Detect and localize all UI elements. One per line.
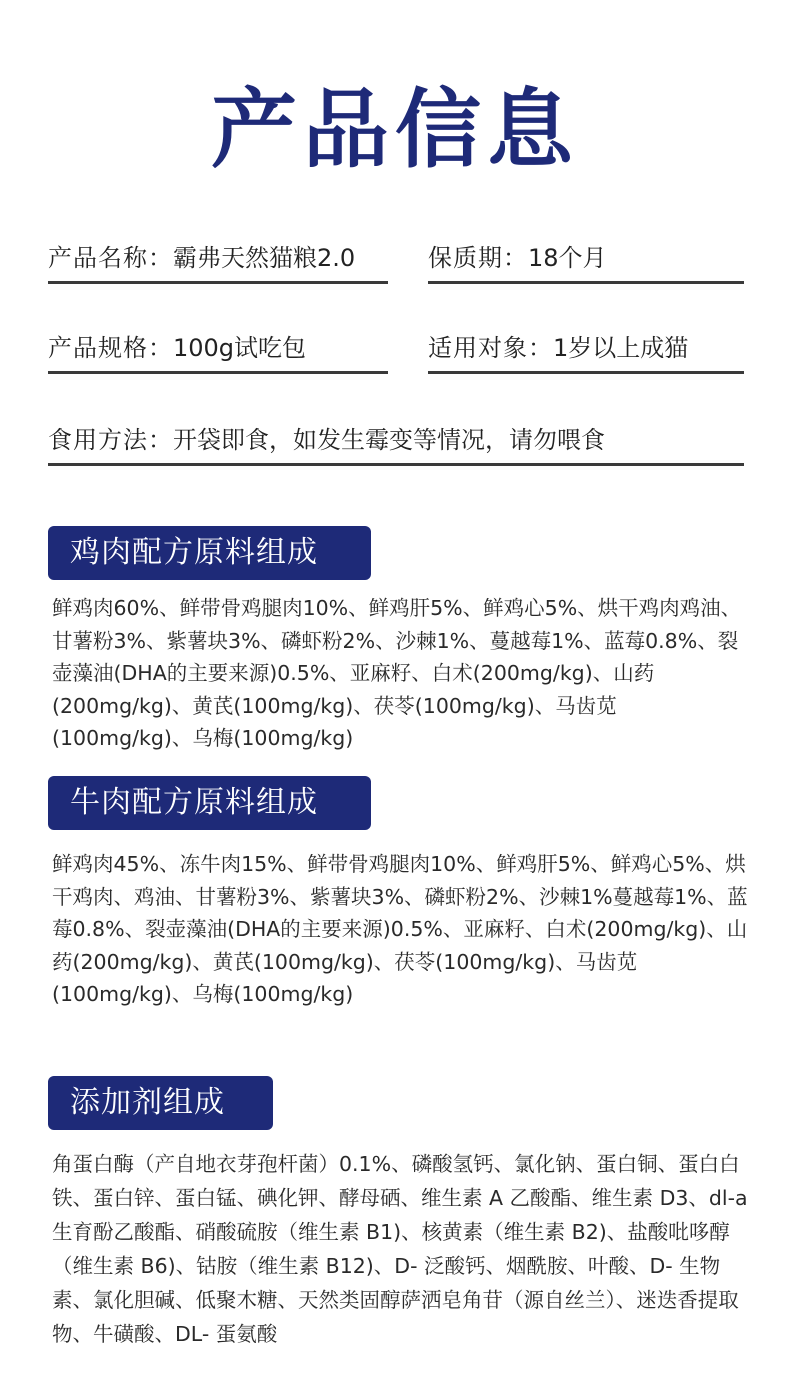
chicken-formula-ingredients: 鲜鸡肉60%、鲜带骨鸡腿肉10%、鲜鸡肝5%、鲜鸡心5%、烘干鸡肉鸡油、甘薯粉3%、紫薯块3%、磷虾粉2%、沙棘1%、蔓越莓1%、蓝莓0.8%、裂壶藻油(DHA的主要来源)0.5%、亚麻籽、白术(200mg/kg)、山药(200mg/kg)、黄芪(100mg/kg)、茯苓(100mg/kg)、马齿苋(100mg/kg)、乌梅(100mg/kg): [52, 596, 742, 750]
target-audience-label: 适用对象：: [428, 334, 553, 362]
product-name-field: [48, 241, 388, 284]
target-audience-field: [428, 331, 744, 374]
usage-label: 食用方法：: [48, 426, 173, 454]
additives-ingredients: 角蛋白酶（产自地衣芽孢杆菌）0.1%、磷酸氢钙、氯化钠、蛋白铜、蛋白白铁、蛋白锌、蛋白锰、碘化钾、酵母硒、维生素 A 乙酸酯、维生素 D3、dl-a 生育酚乙酸酯、硝酸硫胺（维生素 B1)、核黄素（维生素 B2)、盐酸吡哆醇（维生素 B6)、钴胺（维生素 B12)、D- 泛酸钙、烟酰胺、叶酸、D- 生物素、氯化胆碱、低聚木糖、天然类固醇萨洒皂角苷（源自丝兰）、迷迭香提取物、牛磺酸、DL- 蛋氨酸: [52, 1152, 748, 1346]
usage-field: [48, 423, 744, 466]
target-audience-value: 1岁以上成猫: [553, 334, 689, 362]
product-spec-label: 产品规格：: [48, 334, 173, 362]
shelf-life-value: 18个月: [528, 244, 607, 272]
shelf-life-label: 保质期：: [428, 244, 528, 272]
product-spec-value: 100g试吃包: [173, 334, 307, 362]
usage-value: 开袋即食，如发生霉变等情况，请勿喂食: [173, 426, 605, 454]
product-name-value: 霸弗天然猫粮2.0: [173, 244, 356, 272]
product-spec-field: [48, 331, 388, 374]
additives-heading: 添加剂组成: [48, 1076, 273, 1130]
shelf-life-field: [428, 241, 744, 284]
beef-formula-heading: 牛肉配方原料组成: [48, 776, 371, 830]
chicken-formula-heading: 鸡肉配方原料组成: [48, 526, 371, 580]
beef-formula-ingredients: 鲜鸡肉45%、冻牛肉15%、鲜带骨鸡腿肉10%、鲜鸡肝5%、鲜鸡心5%、烘干鸡肉、鸡油、甘薯粉3%、紫薯块3%、磷虾粉2%、沙棘1%蔓越莓1%、蓝莓0.8%、裂壶藻油(DHA的主要来源)0.5%、亚麻籽、白术(200mg/kg)、山药(200mg/kg)、黄芪(100mg/kg)、茯苓(100mg/kg)、马齿苋(100mg/kg)、乌梅(100mg/kg): [52, 852, 748, 1006]
page-title: 产品信息: [211, 80, 579, 180]
product-name-label: 产品名称：: [48, 244, 173, 272]
